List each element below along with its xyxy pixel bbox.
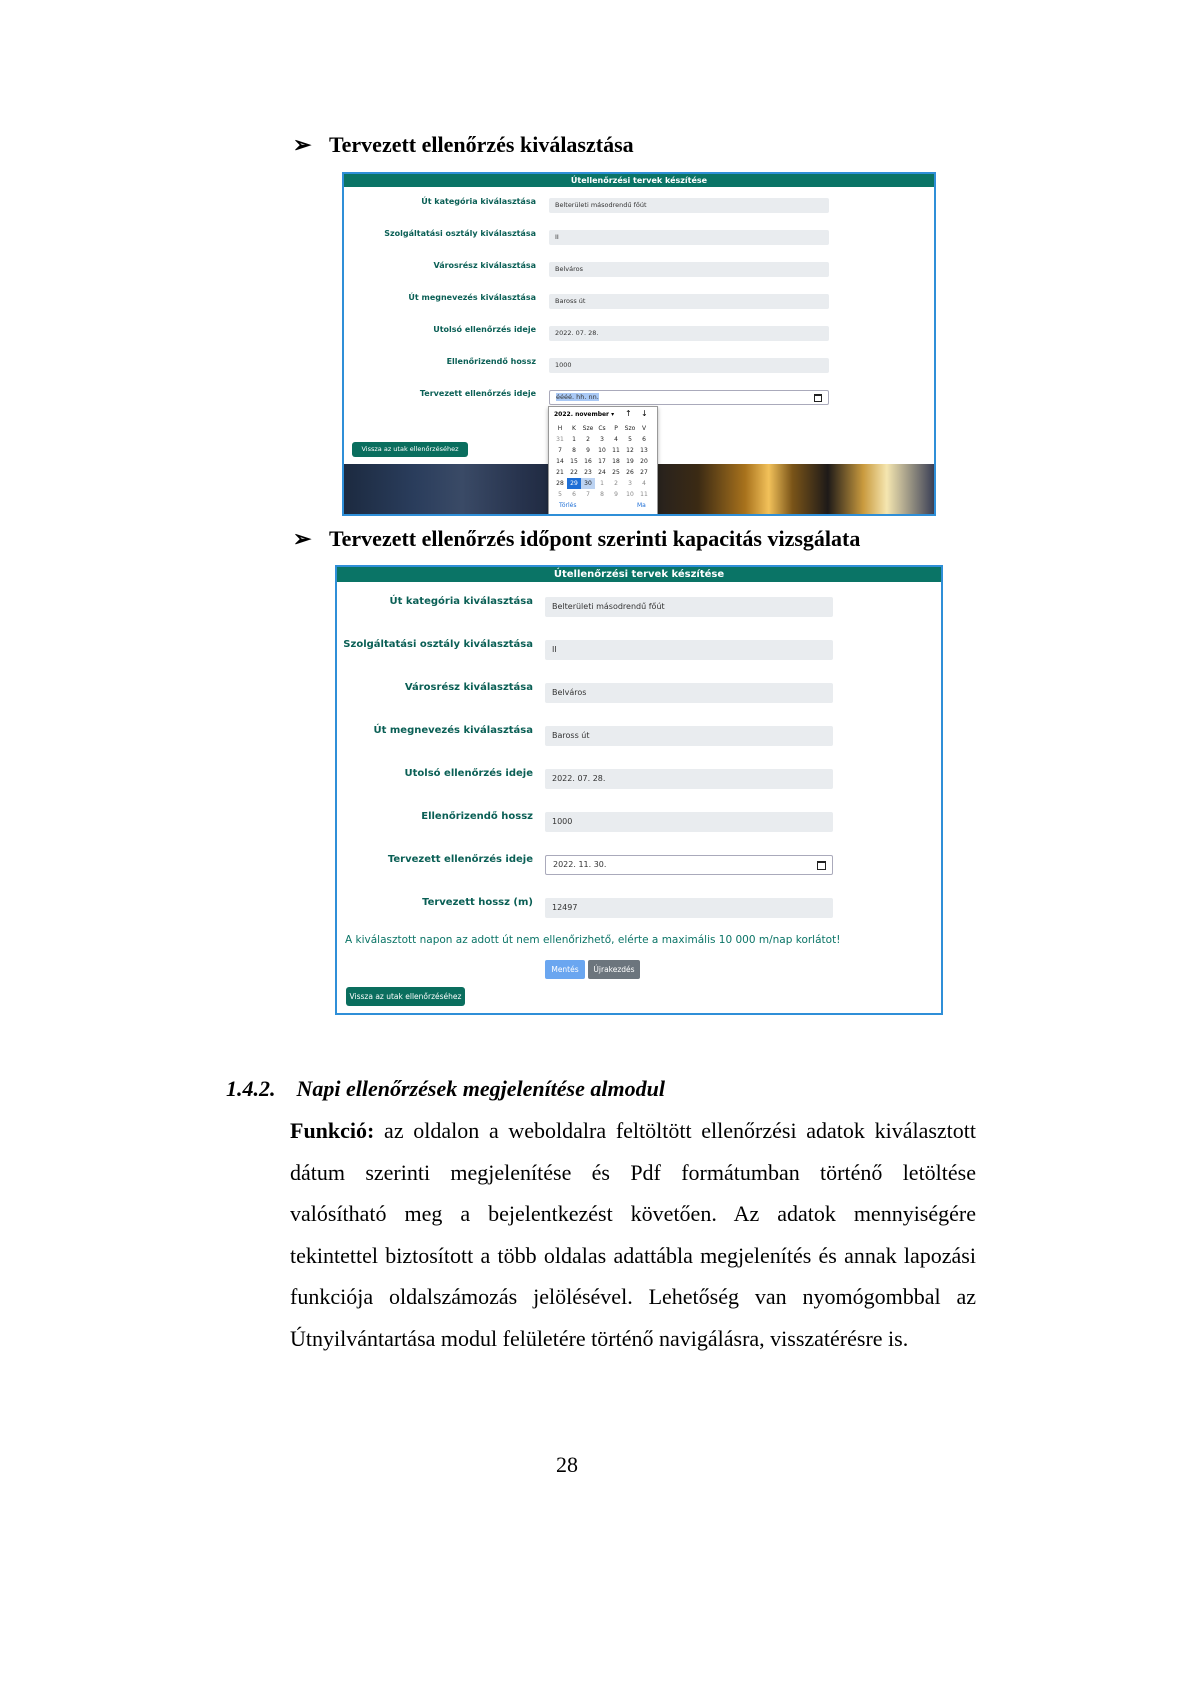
field-length-to-check: 1000 xyxy=(549,358,829,373)
calendar-day[interactable]: 15 xyxy=(570,458,578,465)
date-picker-popup xyxy=(548,406,658,516)
calendar-day[interactable]: 2 xyxy=(614,480,618,487)
calendar-day[interactable]: 2 xyxy=(586,436,590,443)
label-service-class: Szolgáltatási osztály kiválasztása xyxy=(343,639,533,650)
paragraph-line: funkciója oldalszámozás jelölésével. Lehetőség van nyomógombbal az xyxy=(290,1284,976,1309)
label-length-to-check: Ellenőrizendő hossz xyxy=(421,811,533,822)
calendar-grid xyxy=(553,423,651,500)
calendar-day[interactable]: 29 xyxy=(567,478,581,489)
panel-header: Útellenőrzési tervek készítése xyxy=(337,567,941,582)
month-selector[interactable]: 2022. november ▾ xyxy=(554,411,615,418)
calendar-day[interactable]: 10 xyxy=(598,447,606,454)
back-to-inspections-button[interactable]: Vissza az utak ellenőrzéséhez xyxy=(346,987,465,1006)
subsection-title: Napi ellenőrzések megjelenítése almodul xyxy=(296,1076,665,1101)
label-road-category: Út kategória kiválasztása xyxy=(421,197,536,206)
calendar-day[interactable]: 12 xyxy=(626,447,634,454)
label-service-class: Szolgáltatási osztály kiválasztása xyxy=(384,229,536,238)
label-length-to-check: Ellenőrizendő hossz xyxy=(446,357,536,366)
calendar-day[interactable]: 14 xyxy=(556,458,564,465)
select-road-name[interactable]: Baross út xyxy=(549,294,829,309)
calendar-day[interactable]: 24 xyxy=(598,469,606,476)
calendar-day[interactable]: 25 xyxy=(612,469,620,476)
label-planned-date: Tervezett ellenőrzés ideje xyxy=(387,854,533,865)
clear-date-link[interactable]: Törlés xyxy=(559,502,577,509)
calendar-day[interactable]: 6 xyxy=(572,491,576,498)
capacity-warning-message: A kiválasztott napon az adott út nem ellenőrizhető, elérte a maximális 10 000 m/nap korlátot! xyxy=(345,934,841,946)
date-input-planned[interactable] xyxy=(545,855,833,875)
section-heading-text: Tervezett ellenőrzés időpont szerinti kapacitás vizsgálata xyxy=(329,526,861,551)
calendar-day[interactable]: 5 xyxy=(628,436,632,443)
calendar-day[interactable]: 3 xyxy=(600,436,604,443)
calendar-day[interactable]: 1 xyxy=(600,480,604,487)
select-road-category[interactable]: Belterületi másodrendű főút xyxy=(549,198,829,213)
calendar-day[interactable]: 8 xyxy=(572,447,576,454)
calendar-day[interactable]: 4 xyxy=(642,480,646,487)
page-number: 28 xyxy=(556,1452,578,1477)
calendar-day[interactable]: 27 xyxy=(640,469,648,476)
calendar-day[interactable]: 6 xyxy=(642,436,646,443)
back-to-inspections-button[interactable]: Vissza az utak ellenőrzéséhez xyxy=(352,442,468,457)
calendar-day[interactable]: 11 xyxy=(640,491,648,498)
paragraph-line: Útnyilvántartása modul felületére történő navigálásra, visszatérésre is. xyxy=(290,1325,909,1351)
calendar-day[interactable]: 17 xyxy=(598,458,606,465)
paragraph-line: tekintettel biztosított a több oldalas adattábla megjelenítés és annak lapozási xyxy=(290,1242,976,1268)
label-last-inspection: Utolsó ellenőrzés ideje xyxy=(433,325,536,334)
select-service-class[interactable]: II xyxy=(549,230,829,245)
screenshot-plan-form-1 xyxy=(342,172,936,516)
section-heading-2 xyxy=(293,526,860,552)
calendar-day[interactable]: 5 xyxy=(558,491,562,498)
date-placeholder: éééé. hh. nn. xyxy=(556,393,599,401)
prev-month-arrow-icon[interactable]: ↑ xyxy=(625,409,632,418)
calendar-day[interactable]: 16 xyxy=(584,458,592,465)
calendar-day[interactable]: 1 xyxy=(572,436,576,443)
calendar-day[interactable]: 7 xyxy=(558,447,562,454)
calendar-day[interactable]: 13 xyxy=(640,447,648,454)
weekday-header: Sze xyxy=(582,425,594,432)
calendar-icon[interactable] xyxy=(814,394,822,402)
select-district[interactable]: Belváros xyxy=(545,683,833,703)
calendar-day[interactable]: 18 xyxy=(612,458,620,465)
paragraph-line: valósítható meg a bejelentkezést követően. Az adatok mennyiségére xyxy=(290,1201,976,1226)
weekday-header: H xyxy=(557,425,563,432)
calendar-day[interactable]: 21 xyxy=(556,469,564,476)
arrow-bullet-icon: ➢ xyxy=(293,526,312,551)
screenshot-plan-form-2 xyxy=(335,565,943,1015)
subsection-heading xyxy=(226,1076,665,1102)
label-road-category: Út kategória kiválasztása xyxy=(389,596,533,607)
subsection-number: 1.4.2. xyxy=(226,1076,276,1101)
calendar-day[interactable]: 10 xyxy=(626,491,634,498)
paragraph-line: dátum szerinti megjelenítése és Pdf formátumban történő letöltése xyxy=(290,1159,976,1185)
function-paragraph xyxy=(290,1110,976,1359)
calendar-day[interactable]: 23 xyxy=(584,469,592,476)
field-last-inspection: 2022. 07. 28. xyxy=(545,769,833,789)
field-planned-length: 12497 xyxy=(545,898,833,918)
label-last-inspection: Utolsó ellenőrzés ideje xyxy=(404,768,533,779)
label-road-name: Út megnevezés kiválasztása xyxy=(373,725,533,736)
calendar-day[interactable]: 31 xyxy=(556,436,564,443)
paragraph-line: Funkció: az oldalon a weboldalra feltöltött ellenőrzési adatok kiválasztott xyxy=(290,1118,976,1143)
label-district: Városrész kiválasztása xyxy=(433,261,536,270)
calendar-day[interactable]: 20 xyxy=(640,458,648,465)
select-district[interactable]: Belváros xyxy=(549,262,829,277)
calendar-icon[interactable] xyxy=(817,861,826,870)
date-value: 2022. 11. 30. xyxy=(553,860,607,869)
label-district: Városrész kiválasztása xyxy=(404,682,533,693)
weekday-header: Szo xyxy=(624,425,636,432)
calendar-day[interactable]: 4 xyxy=(614,436,618,443)
restart-button[interactable]: Újrakezdés xyxy=(588,960,640,979)
calendar-day[interactable]: 26 xyxy=(626,469,634,476)
calendar-day[interactable]: 8 xyxy=(600,491,604,498)
save-button[interactable]: Mentés xyxy=(545,960,585,979)
next-month-arrow-icon[interactable]: ↓ xyxy=(641,409,648,418)
calendar-day[interactable]: 28 xyxy=(556,480,564,487)
select-service-class[interactable]: II xyxy=(545,640,833,660)
calendar-day[interactable]: 19 xyxy=(626,458,634,465)
panel-header: Útellenőrzési tervek készítése xyxy=(344,174,934,187)
calendar-day[interactable]: 11 xyxy=(612,447,620,454)
label-road-name: Út megnevezés kiválasztása xyxy=(408,293,536,302)
calendar-day[interactable]: 30 xyxy=(581,478,595,489)
weekday-header: K xyxy=(572,425,576,432)
calendar-day[interactable]: 22 xyxy=(570,469,578,476)
calendar-day[interactable]: 3 xyxy=(628,480,632,487)
date-input-planned[interactable] xyxy=(549,390,829,405)
field-length-to-check: 1000 xyxy=(545,812,833,832)
weekday-header: P xyxy=(614,425,618,432)
weekday-header: V xyxy=(641,425,647,432)
label-planned-length: Tervezett hossz (m) xyxy=(422,897,533,908)
calendar-day[interactable]: 9 xyxy=(586,447,590,454)
paragraph-lead: Funkció: xyxy=(290,1118,375,1143)
today-link[interactable]: Ma xyxy=(637,502,646,509)
calendar-day[interactable]: 7 xyxy=(586,491,590,498)
section-heading-1 xyxy=(293,132,634,158)
label-planned-date: Tervezett ellenőrzés ideje xyxy=(419,389,536,398)
calendar-day[interactable]: 9 xyxy=(614,491,618,498)
arrow-bullet-icon: ➢ xyxy=(293,132,312,157)
field-last-inspection: 2022. 07. 28. xyxy=(549,326,829,341)
weekday-header: Cs xyxy=(598,425,606,432)
select-road-name[interactable]: Baross út xyxy=(545,726,833,746)
section-heading-text: Tervezett ellenőrzés kiválasztása xyxy=(329,132,634,157)
select-road-category[interactable]: Belterületi másodrendű főút xyxy=(545,597,833,617)
